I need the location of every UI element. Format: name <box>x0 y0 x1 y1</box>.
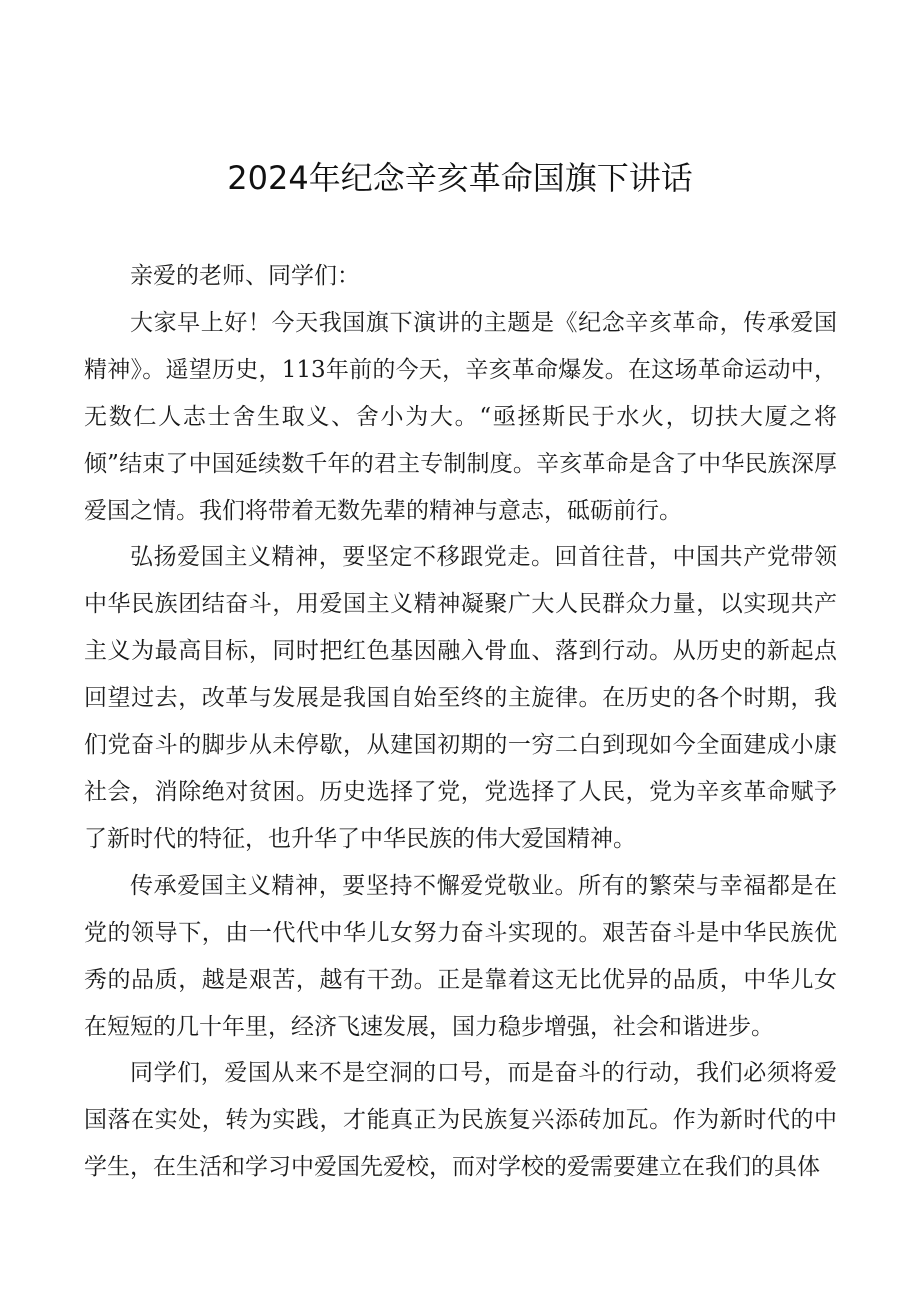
salutation: 亲爱的老师、同学们： <box>130 263 360 289</box>
document-title: 2024年纪念辛亥革命国旗下讲话 <box>227 159 693 197</box>
paragraph-4: 同学们，爱国从来不是空洞的口号，而是奋斗的行动，我们必须将爱国落在实处，转为实践，才能真正为民族复兴添砖加瓦。作为新时代的中学生，在生活和学习中爱国先爱校，而对学校的爱需要建立在我们的具体 <box>84 1060 837 1181</box>
paragraph-1: 大家早上好！今天我国旗下演讲的主题是《纪念辛亥革命，传承爱国精神》。遥望历史，113年前的今天，辛亥革命爆发。在这场革命运动中，无数仁人志士舍生取义、舍小为大。“亟拯斯民于水火，切扶大厦之将倾”结束了中国延续数千年的君主专制制度。辛亥革命是含了中华民族深厚爱国之情。我们将带着无数先辈的精神与意志，砥砺前行。 <box>84 309 837 524</box>
document-body <box>84 253 837 1191</box>
paragraph-3: 传承爱国主义精神，要坚持不懈爱党敬业。所有的繁荣与幸福都是在党的领导下，由一代代中华儿女努力奋斗实现的。艰苦奋斗是中华民族优秀的品质，越是艰苦，越有干劲。正是靠着这无比优异的品质，中华儿女在短短的几十年里，经济飞速发展，国力稳步增强，社会和谐进步。 <box>84 872 837 1040</box>
paragraph-2: 弘扬爱国主义精神，要坚定不移跟党走。回首往昔，中国共产党带领中华民族团结奋斗，用爱国主义精神凝聚广大人民群众力量，以实现共产主义为最高目标，同时把红色基因融入骨血、落到行动。从历史的新起点回望过去，改革与发展是我国自始至终的主旋律。在历史的各个时期，我们党奋斗的脚步从未停歇，从建国初期的一穷二白到现如今全面建成小康社会，消除绝对贫困。历史选择了党，党选择了人民，党为辛亥革命赋予了新时代的特征，也升华了中华民族的伟大爱国精神。 <box>84 544 837 852</box>
